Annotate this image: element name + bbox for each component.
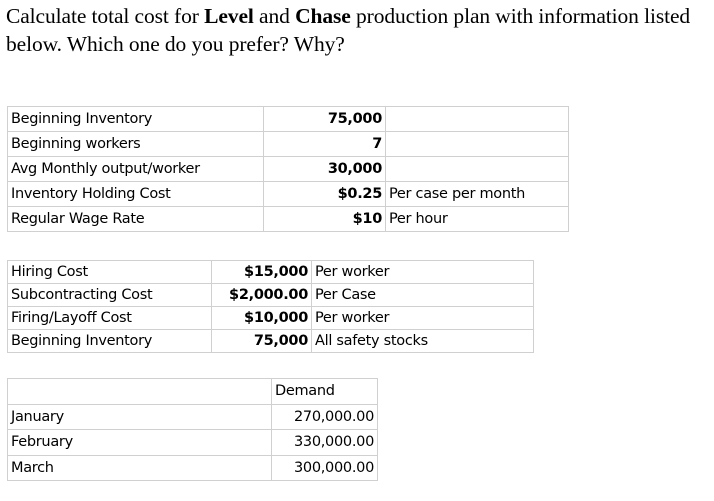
chase-word: Chase — [295, 4, 351, 28]
param-value: 7 — [264, 132, 386, 157]
param-unit — [386, 107, 569, 132]
table-row — [8, 455, 378, 481]
question-text — [6, 2, 710, 58]
cost-unit: Per Case — [312, 284, 534, 307]
param-label: Beginning Inventory — [8, 107, 264, 132]
cost-label: Subcontracting Cost — [8, 284, 212, 307]
cost-unit: Per worker — [312, 261, 534, 284]
table-row — [8, 157, 569, 182]
cost-value: $10,000 — [212, 307, 312, 330]
question-part2: production plan with information listed below. Which one do you prefer? Why? — [6, 4, 691, 56]
demand-table — [7, 378, 378, 481]
cost-value: $15,000 — [212, 261, 312, 284]
question-and: and — [253, 4, 296, 28]
cost-label: Firing/Layoff Cost — [8, 307, 212, 330]
table-row — [8, 284, 534, 307]
param-label: Beginning workers — [8, 132, 264, 157]
demand-cell: 300,000.00 — [272, 455, 378, 481]
table-row — [8, 330, 534, 353]
costs-table — [7, 260, 534, 353]
param-value: 75,000 — [264, 107, 386, 132]
param-value: $0.25 — [264, 182, 386, 207]
param-value: 30,000 — [264, 157, 386, 182]
table-row — [8, 261, 534, 284]
table-row — [8, 404, 378, 430]
cost-label: Beginning Inventory — [8, 330, 212, 353]
cost-unit: Per worker — [312, 307, 534, 330]
month-cell: March — [8, 455, 272, 481]
cost-value: $2,000.00 — [212, 284, 312, 307]
param-label: Regular Wage Rate — [8, 207, 264, 232]
demand-cell: 270,000.00 — [272, 404, 378, 430]
table-header-row — [8, 379, 378, 405]
table-row — [8, 430, 378, 456]
param-unit — [386, 132, 569, 157]
month-cell: January — [8, 404, 272, 430]
month-cell: February — [8, 430, 272, 456]
month-header — [8, 379, 272, 405]
cost-label: Hiring Cost — [8, 261, 212, 284]
demand-header: Demand — [272, 379, 378, 405]
question-part1: Calculate total cost for — [6, 4, 205, 28]
demand-cell: 330,000.00 — [272, 430, 378, 456]
table-row — [8, 107, 569, 132]
level-word: Level — [204, 4, 254, 28]
param-label: Avg Monthly output/worker — [8, 157, 264, 182]
param-unit: Per case per month — [386, 182, 569, 207]
param-label: Inventory Holding Cost — [8, 182, 264, 207]
table-row — [8, 132, 569, 157]
param-unit — [386, 157, 569, 182]
cost-value: 75,000 — [212, 330, 312, 353]
table-row — [8, 207, 569, 232]
param-unit: Per hour — [386, 207, 569, 232]
table-row — [8, 307, 534, 330]
param-value: $10 — [264, 207, 386, 232]
cost-unit: All safety stocks — [312, 330, 534, 353]
parameters-table — [7, 106, 569, 232]
table-row — [8, 182, 569, 207]
